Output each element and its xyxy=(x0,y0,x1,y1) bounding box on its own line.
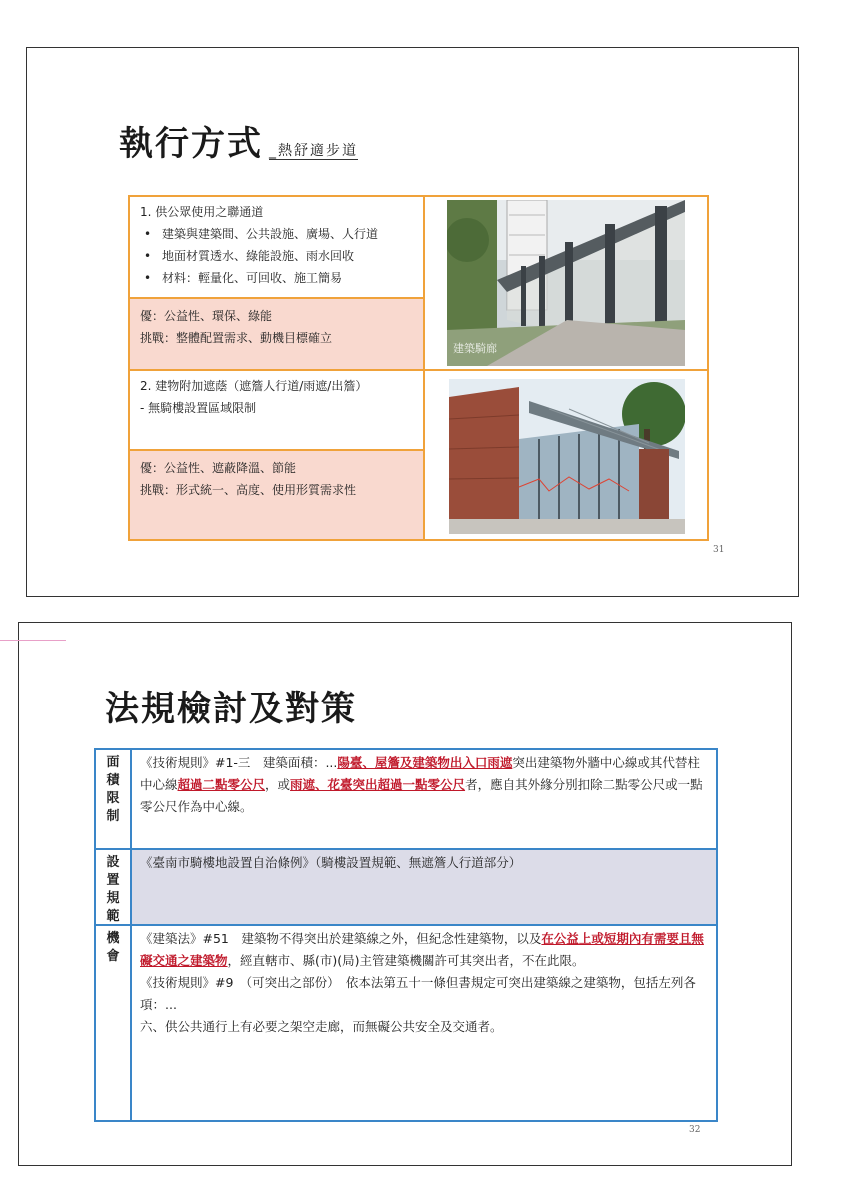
list-item: • 建築與建築間、公共設施、廣場、人行道 xyxy=(140,223,413,245)
section2-text-cell xyxy=(128,369,425,451)
row-paragraph: 《技術規則》#9 （可突出之部份） 依本法第五十一條但書規定可突出建築線之建築物，包括左列各項：... xyxy=(140,975,696,1012)
list-item: • 材料：輕量化、可回收、施工簡易 xyxy=(140,267,413,289)
row-label xyxy=(96,750,132,848)
row-body: 《臺南市騎樓地設置自治條例》（騎樓設置規範、無遮簷人行道部分） xyxy=(140,855,522,870)
row-text: 《技術規則》#1-三 建築面積：... xyxy=(140,755,338,770)
canopy-building-photo xyxy=(449,379,685,534)
row-label-text: 設置規範 xyxy=(106,855,120,924)
slide-31 xyxy=(26,47,799,597)
arcade-walkway-photo xyxy=(447,200,685,366)
photo-caption: 建築騎廊 xyxy=(453,342,497,355)
row-paragraph xyxy=(140,928,708,972)
section1-bullets xyxy=(140,223,413,289)
regulation-table xyxy=(94,748,718,1122)
table-row xyxy=(96,750,716,848)
page-number: 32 xyxy=(689,1125,701,1135)
row-text: ，經直轄市、縣(市)(局)主管建築機關許可其突出者，不在此限。 xyxy=(227,953,585,968)
slide-title-text: 執行方式 xyxy=(119,124,263,164)
highlight-text: 在公益上或短期內有需要且無礙交通之建築物 xyxy=(140,931,704,968)
highlight-text: 雨遮、花臺突出超過一點零公尺 xyxy=(290,777,466,792)
table-row xyxy=(96,850,716,924)
row-label xyxy=(96,926,132,1120)
section1-challenge: 挑戰：整體配置需求、動機目標確立 xyxy=(140,331,333,345)
row-text: 《建築法》#51 建築物不得突出於建築線之外，但紀念性建築物，以及 xyxy=(140,931,542,946)
row-label-text: 面積限制 xyxy=(106,755,120,824)
row-label-text: 機會 xyxy=(106,931,120,964)
slide-title xyxy=(119,116,358,165)
canopy-photo-svg xyxy=(449,379,685,534)
slide-subtitle: _熱舒適步道 xyxy=(269,143,358,159)
page-number: 31 xyxy=(713,545,725,555)
highlight-text: 陽臺、屋簷及建築物出入口雨遮 xyxy=(337,755,513,770)
section2-photo-cell xyxy=(423,369,709,541)
section1-heading: 1. 供公眾使用之聯通道 xyxy=(140,205,264,219)
scan-mark xyxy=(0,640,66,641)
section1-text-cell xyxy=(128,195,425,299)
highlight-text: 超過二點零公尺 xyxy=(177,777,266,792)
row-body xyxy=(132,926,716,1120)
section2-heading: 2. 建物附加遮蔭（遮簷人行道/雨遮/出簷） xyxy=(140,379,368,393)
section2-pro-cell xyxy=(128,449,425,541)
section1-photo-cell xyxy=(423,195,709,371)
row-label xyxy=(96,850,132,924)
row-text: 突出建築物外牆中心線或其代替柱中心線 xyxy=(140,755,700,792)
section1-pro: 優：公益性、環保、綠能 xyxy=(140,309,273,323)
row-body xyxy=(132,750,716,848)
row-paragraph: 六、供公共通行上有必要之架空走廊，而無礙公共安全及交通者。 xyxy=(140,1019,503,1034)
section2-pro: 優：公益性、遮蔽降溫、節能 xyxy=(140,461,297,475)
section1-pro-cell xyxy=(128,297,425,371)
table-row xyxy=(96,926,716,1120)
list-item: • 地面材質透水、綠能設施、雨水回收 xyxy=(140,245,413,267)
slide-title: 法規檢討及對策 xyxy=(105,689,357,729)
slide-32 xyxy=(18,622,792,1166)
row-text: ，或 xyxy=(265,777,291,792)
section2-challenge: 挑戰：形式統一、高度、使用形質需求性 xyxy=(140,483,357,497)
row-text: 者，應自其外緣分別扣除二點零公尺或一點零公尺作為中心線。 xyxy=(140,777,703,814)
section2-note: - 無騎樓設置區域限制 xyxy=(140,401,257,415)
